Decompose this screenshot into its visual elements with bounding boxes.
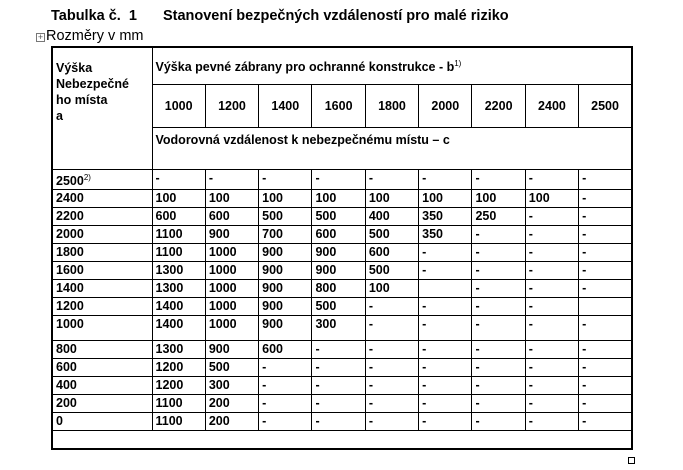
table-row xyxy=(52,395,632,413)
distance-cell: 100 xyxy=(259,190,312,208)
distance-cell: - xyxy=(525,170,578,190)
b-value-header: 2400 xyxy=(525,85,578,128)
row-height-a xyxy=(52,190,152,208)
distance-cell: - xyxy=(259,359,312,377)
distance-cell: - xyxy=(205,170,258,190)
distance-cell: 300 xyxy=(205,377,258,395)
distance-cell: - xyxy=(419,413,472,431)
distance-cell: - xyxy=(579,280,632,298)
distance-cell: 1100 xyxy=(152,395,205,413)
row-height-value: 2400 xyxy=(56,191,84,206)
distance-cell: 500 xyxy=(312,298,365,316)
distance-cell: - xyxy=(419,298,472,316)
b-value-header: 1800 xyxy=(365,85,418,128)
distance-cell: 200 xyxy=(205,395,258,413)
distance-cell: - xyxy=(525,298,578,316)
distance-cell: - xyxy=(419,170,472,190)
distance-cell: - xyxy=(365,359,418,377)
table-end-marker xyxy=(628,457,635,464)
table-row xyxy=(52,262,632,280)
distance-cell: - xyxy=(525,341,578,359)
distance-cell: 600 xyxy=(205,208,258,226)
distance-cell: 900 xyxy=(205,226,258,244)
distance-cell: - xyxy=(365,170,418,190)
distance-cell: 1200 xyxy=(152,377,205,395)
row-height-a xyxy=(52,341,152,359)
distance-cell: - xyxy=(312,377,365,395)
distance-cell: - xyxy=(312,341,365,359)
distance-cell: 350 xyxy=(419,208,472,226)
row-height-a xyxy=(52,395,152,413)
distance-cell: - xyxy=(579,341,632,359)
b-value-header: 1200 xyxy=(205,85,258,128)
b-value-header: 1400 xyxy=(259,85,312,128)
distance-cell: 900 xyxy=(312,262,365,280)
distance-cell: 300 xyxy=(312,316,365,341)
distance-cell: 600 xyxy=(152,208,205,226)
distance-cell: - xyxy=(419,262,472,280)
distance-cell: - xyxy=(525,413,578,431)
distance-cell: - xyxy=(472,316,525,341)
distance-cell: 350 xyxy=(419,226,472,244)
col-a-header-line: a xyxy=(56,109,63,123)
distance-cell: - xyxy=(579,413,632,431)
distance-cell: - xyxy=(472,280,525,298)
distance-cell: - xyxy=(472,341,525,359)
table-row xyxy=(52,298,632,316)
col-b-header xyxy=(152,47,632,85)
distance-cell: - xyxy=(365,316,418,341)
distance-cell: 900 xyxy=(259,316,312,341)
table-footer-cell xyxy=(52,431,632,450)
distance-cell: - xyxy=(472,413,525,431)
distance-cell: - xyxy=(419,316,472,341)
table-caption: Stanovení bezpečných vzdáleností pro malé riziko xyxy=(162,8,509,24)
distance-cell: - xyxy=(472,170,525,190)
row-height-value: 400 xyxy=(56,378,77,393)
distance-cell: 250 xyxy=(472,208,525,226)
distance-cell: 900 xyxy=(259,244,312,262)
distance-cell: 1100 xyxy=(152,413,205,431)
table-row xyxy=(52,226,632,244)
distance-cell: - xyxy=(365,395,418,413)
distance-cell: 900 xyxy=(205,341,258,359)
row-height-a xyxy=(52,377,152,395)
col-c-header: Vodorovná vzdálenost k nebezpečnému místu – c xyxy=(152,128,632,170)
distance-cell: 100 xyxy=(419,190,472,208)
distance-cell: 1400 xyxy=(152,316,205,341)
distance-cell: - xyxy=(525,280,578,298)
distance-cell: 1100 xyxy=(152,226,205,244)
row-height-value: 2000 xyxy=(56,227,84,242)
distance-cell: - xyxy=(525,208,578,226)
row-height-a xyxy=(52,359,152,377)
distance-cell: - xyxy=(419,244,472,262)
distance-cell: - xyxy=(525,316,578,341)
distance-cell: 1000 xyxy=(205,298,258,316)
table-title xyxy=(51,8,509,24)
distance-cell: 100 xyxy=(312,190,365,208)
distance-cell: - xyxy=(525,226,578,244)
distance-cell: - xyxy=(419,359,472,377)
row-height-value: 1400 xyxy=(56,281,84,296)
row-height-a xyxy=(52,413,152,431)
distance-cell xyxy=(579,298,632,316)
row-height-a xyxy=(52,226,152,244)
distance-cell: - xyxy=(525,244,578,262)
distance-cell: 100 xyxy=(365,280,418,298)
row-height-value: 0 xyxy=(56,414,63,429)
distance-cell: 900 xyxy=(312,244,365,262)
distance-cell: - xyxy=(365,341,418,359)
distance-cell: 100 xyxy=(525,190,578,208)
distance-cell: - xyxy=(312,359,365,377)
distance-cell: 1300 xyxy=(152,280,205,298)
table-row xyxy=(52,316,632,341)
distance-cell: 700 xyxy=(259,226,312,244)
table-row xyxy=(52,208,632,226)
row-height-value: 1000 xyxy=(56,317,84,332)
distance-cell: 100 xyxy=(365,190,418,208)
distance-cell xyxy=(419,280,472,298)
distance-cell: - xyxy=(259,170,312,190)
distance-cell: - xyxy=(419,377,472,395)
distance-cell: - xyxy=(525,359,578,377)
distance-cell: 1400 xyxy=(152,298,205,316)
distance-cell: - xyxy=(152,170,205,190)
units-note: Rozměry v mm xyxy=(46,28,144,44)
distance-cell: - xyxy=(579,377,632,395)
distance-cell: - xyxy=(259,377,312,395)
distance-cell: 1000 xyxy=(205,316,258,341)
table-row xyxy=(52,190,632,208)
col-a-header-line: Výška xyxy=(56,61,93,75)
move-handle-icon[interactable]: + xyxy=(37,32,44,42)
distance-cell: 400 xyxy=(365,208,418,226)
col-a-header xyxy=(52,47,152,170)
distance-cell: - xyxy=(579,170,632,190)
distance-cell: 1300 xyxy=(152,341,205,359)
row-height-value: 200 xyxy=(56,396,77,411)
distance-cell: - xyxy=(472,244,525,262)
b-value-header: 1600 xyxy=(312,85,365,128)
distance-cell: 1300 xyxy=(152,262,205,280)
table-row xyxy=(52,170,632,190)
distance-cell: 500 xyxy=(259,208,312,226)
table-row xyxy=(52,280,632,298)
distance-cell: 500 xyxy=(312,208,365,226)
table-number: Tabulka č. 1 xyxy=(51,8,137,24)
distance-cell: - xyxy=(525,395,578,413)
distance-cell: - xyxy=(472,298,525,316)
col-b-header-text: Výška pevné zábrany pro ochranné konstrukce - b xyxy=(155,60,455,75)
row-height-a xyxy=(52,170,152,190)
row-height-a xyxy=(52,298,152,316)
row-height-value: 800 xyxy=(56,342,77,357)
distance-cell: - xyxy=(472,359,525,377)
col-a-header-line: Nebezpečné xyxy=(56,77,129,91)
distance-cell: 900 xyxy=(259,262,312,280)
b-value-header: 2200 xyxy=(472,85,525,128)
distance-cell: - xyxy=(365,377,418,395)
distance-cell: - xyxy=(312,395,365,413)
row-footnote: 2) xyxy=(83,173,91,182)
table-row xyxy=(52,377,632,395)
row-height-a xyxy=(52,262,152,280)
distance-cell: 600 xyxy=(312,226,365,244)
table-footer-row xyxy=(52,431,632,450)
distance-cell: 500 xyxy=(365,226,418,244)
distance-cell: - xyxy=(312,170,365,190)
row-height-a xyxy=(52,316,152,341)
distance-cell: 500 xyxy=(205,359,258,377)
distance-cell: 600 xyxy=(259,341,312,359)
distance-cell: - xyxy=(579,190,632,208)
safety-distance-table xyxy=(51,46,633,450)
distance-cell: - xyxy=(472,377,525,395)
table-row xyxy=(52,359,632,377)
distance-cell: 1000 xyxy=(205,244,258,262)
distance-cell: 900 xyxy=(259,280,312,298)
b-value-header: 1000 xyxy=(152,85,205,128)
row-height-a xyxy=(52,208,152,226)
distance-cell: - xyxy=(419,341,472,359)
distance-cell: - xyxy=(525,377,578,395)
row-height-value: 1600 xyxy=(56,263,84,278)
distance-cell: - xyxy=(472,262,525,280)
distance-cell: - xyxy=(579,262,632,280)
distance-cell: 100 xyxy=(205,190,258,208)
b-value-header: 2000 xyxy=(419,85,472,128)
table-row xyxy=(52,341,632,359)
col-a-header-line: ho místa xyxy=(56,93,108,107)
distance-cell: 200 xyxy=(205,413,258,431)
distance-cell: 1100 xyxy=(152,244,205,262)
distance-cell: - xyxy=(579,395,632,413)
row-height-a xyxy=(52,280,152,298)
distance-cell: 1000 xyxy=(205,262,258,280)
distance-cell: 500 xyxy=(365,262,418,280)
row-height-value: 2200 xyxy=(56,209,84,224)
distance-cell: - xyxy=(579,316,632,341)
distance-cell: 100 xyxy=(152,190,205,208)
distance-cell: - xyxy=(259,395,312,413)
distance-cell: - xyxy=(579,208,632,226)
distance-cell: - xyxy=(579,244,632,262)
distance-cell: 100 xyxy=(472,190,525,208)
distance-cell: 600 xyxy=(365,244,418,262)
distance-cell: - xyxy=(419,395,472,413)
row-height-value: 1200 xyxy=(56,299,84,314)
table-row xyxy=(52,413,632,431)
row-height-value: 2500 xyxy=(56,174,84,189)
row-height-value: 600 xyxy=(56,360,77,375)
distance-cell: - xyxy=(312,413,365,431)
distance-cell: - xyxy=(579,359,632,377)
distance-cell: - xyxy=(472,395,525,413)
b-value-header: 2500 xyxy=(579,85,632,128)
distance-cell: - xyxy=(472,226,525,244)
distance-cell: - xyxy=(525,262,578,280)
distance-cell: 900 xyxy=(259,298,312,316)
row-height-a xyxy=(52,244,152,262)
distance-cell: 800 xyxy=(312,280,365,298)
distance-cell: - xyxy=(259,413,312,431)
row-height-value: 1800 xyxy=(56,245,84,260)
distance-cell: 1200 xyxy=(152,359,205,377)
distance-cell: - xyxy=(579,226,632,244)
col-b-footnote: 1) xyxy=(454,59,462,69)
distance-cell: 1000 xyxy=(205,280,258,298)
distance-cell: - xyxy=(365,298,418,316)
distance-cell: - xyxy=(365,413,418,431)
table-row xyxy=(52,244,632,262)
